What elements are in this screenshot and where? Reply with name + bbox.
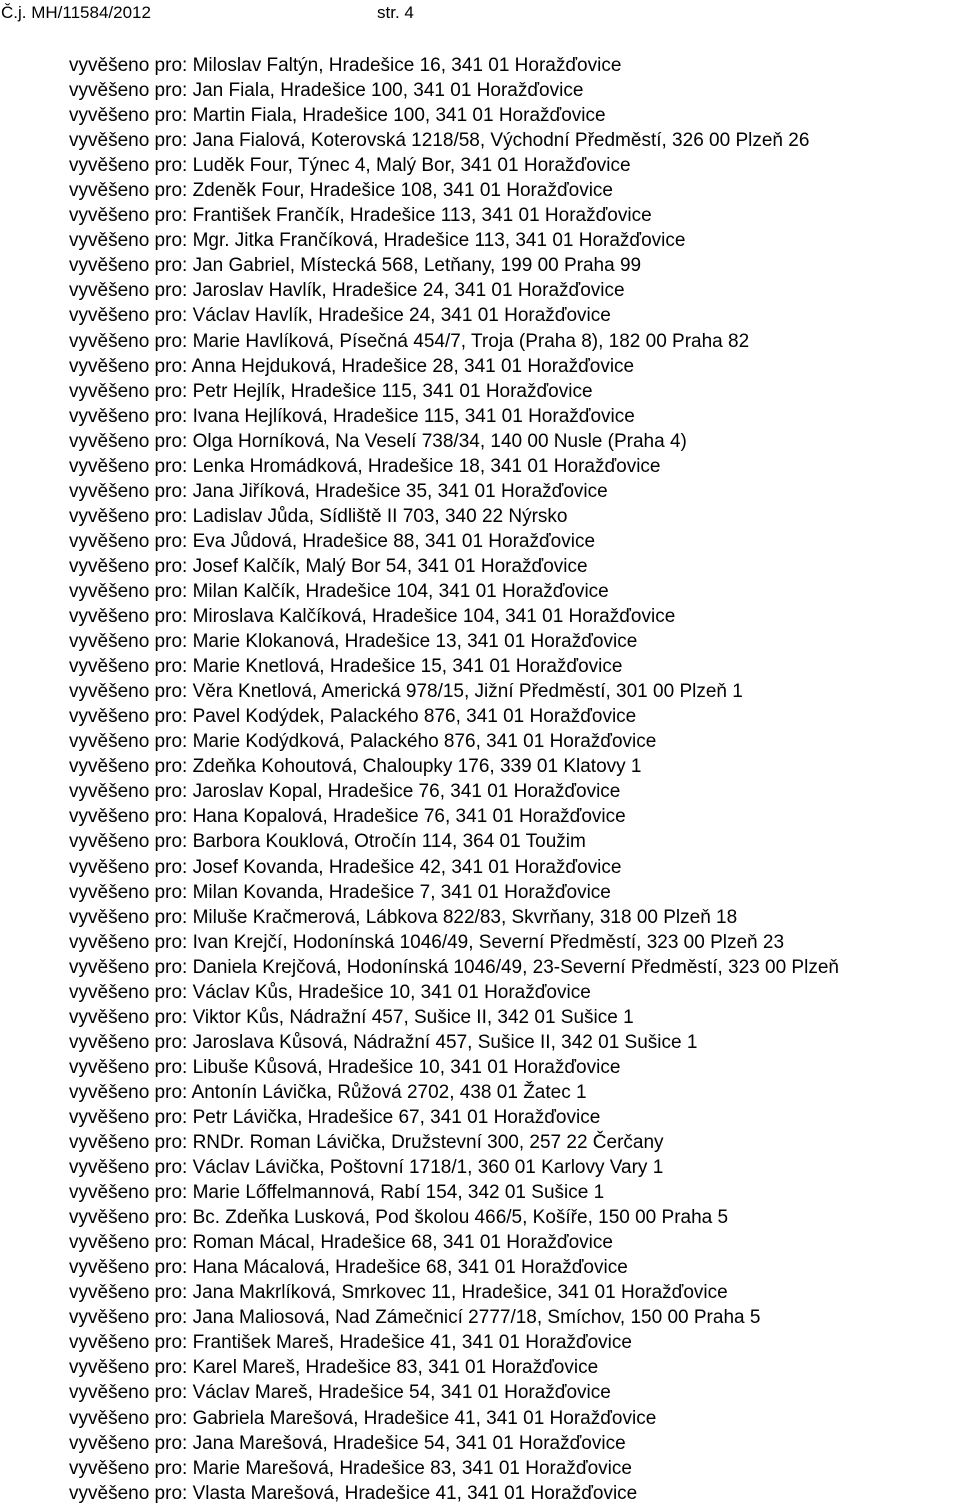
recipient-line: vyvěšeno pro: Anna Hejduková, Hradešice 28, 341 01 Horažďovice (69, 355, 635, 377)
recipient-line: vyvěšeno pro: Milan Kovanda, Hradešice 7, 341 01 Horažďovice (69, 881, 611, 903)
page-number: str. 4 (377, 3, 414, 22)
recipient-line: vyvěšeno pro: Miloslav Faltýn, Hradešice 16, 341 01 Horažďovice (69, 55, 622, 76)
recipient-line: vyvěšeno pro: Zdeněk Four, Hradešice 108, 341 01 Horažďovice (69, 180, 613, 202)
recipient-line: vyvěšeno pro: Jana Fialová, Koterovská 1218/58, Východní Předměstí, 326 00 Plzeň 26 (69, 130, 810, 152)
recipient-line: vyvěšeno pro: Jan Gabriel, Místecká 568, Letňany, 199 00 Praha 99 (69, 255, 642, 277)
recipient-line: vyvěšeno pro: Olga Horníková, Na Veselí 738/34, 140 00 Nusle (Praha 4) (69, 430, 687, 452)
recipient-line: vyvěšeno pro: Marie Knetlová, Hradešice 15, 341 01 Horažďovice (69, 656, 623, 678)
recipient-line: vyvěšeno pro: Ivana Hejlíková, Hradešice 115, 341 01 Horažďovice (69, 405, 635, 427)
recipient-line: vyvěšeno pro: Václav Lávička, Poštovní 1718/1, 360 01 Karlovy Vary 1 (69, 1157, 664, 1179)
recipient-line: vyvěšeno pro: Mgr. Jitka Frančíková, Hradešice 113, 341 01 Horažďovice (69, 230, 686, 252)
recipient-line: vyvěšeno pro: Hana Mácalová, Hradešice 68, 341 01 Horažďovice (69, 1257, 628, 1279)
recipient-line: vyvěšeno pro: Miroslava Kalčíková, Hradešice 104, 341 01 Horažďovice (69, 606, 676, 628)
recipient-line: vyvěšeno pro: Václav Mareš, Hradešice 54, 341 01 Horažďovice (69, 1382, 611, 1404)
recipient-line: vyvěšeno pro: Daniela Krejčová, Hodonínská 1046/49, 23-Severní Předměstí, 323 00 Plzeň (69, 956, 839, 978)
recipient-line: vyvěšeno pro: Gabriela Marešová, Hradešice 41, 341 01 Horažďovice (69, 1407, 657, 1429)
recipient-line: vyvěšeno pro: Marie Klokanová, Hradešice 13, 341 01 Horažďovice (69, 631, 638, 653)
recipient-line: vyvěšeno pro: Marie Havlíková, Písečná 454/7, Troja (Praha 8), 182 00 Praha 82 (69, 330, 750, 352)
recipient-line: vyvěšeno pro: Jan Fiala, Hradešice 100, 341 01 Horažďovice (69, 80, 584, 102)
recipient-line: vyvěšeno pro: Jaroslav Havlík, Hradešice 24, 341 01 Horažďovice (69, 280, 625, 302)
recipient-line: vyvěšeno pro: Libuše Kůsová, Hradešice 10, 341 01 Horažďovice (69, 1056, 621, 1078)
recipient-line: vyvěšeno pro: Marie Lőffelmannová, Rabí 154, 342 01 Sušice 1 (69, 1182, 605, 1204)
recipient-line: vyvěšeno pro: Roman Mácal, Hradešice 68, 341 01 Horažďovice (69, 1232, 613, 1254)
recipient-line: vyvěšeno pro: Jana Jiříková, Hradešice 35, 341 01 Horažďovice (69, 480, 608, 502)
recipient-line: vyvěšeno pro: Vlasta Marešová, Hradešice 41, 341 01 Horažďovice (69, 1482, 638, 1504)
recipient-line: vyvěšeno pro: Marie Kodýdková, Palackého 876, 341 01 Horažďovice (69, 731, 657, 753)
recipient-line: vyvěšeno pro: Jaroslava Kůsová, Nádražní 457, Sušice II, 342 01 Sušice 1 (69, 1031, 698, 1053)
recipient-line: vyvěšeno pro: Pavel Kodýdek, Palackého 876, 341 01 Horažďovice (69, 706, 637, 728)
recipient-line: vyvěšeno pro: Petr Lávička, Hradešice 67, 341 01 Horažďovice (69, 1106, 601, 1128)
recipient-line: vyvěšeno pro: Jana Maliosová, Nad Zámečnicí 2777/18, Smíchov, 150 00 Praha 5 (69, 1307, 761, 1329)
recipient-line: vyvěšeno pro: Ladislav Jůda, Sídliště II 703, 340 22 Nýrsko (69, 505, 568, 527)
recipient-line: vyvěšeno pro: RNDr. Roman Lávička, Družstevní 300, 257 22 Čerčany (69, 1132, 664, 1154)
recipient-line: vyvěšeno pro: Lenka Hromádková, Hradešice 18, 341 01 Horažďovice (69, 455, 661, 477)
recipient-line: vyvěšeno pro: Eva Jůdová, Hradešice 88, 341 01 Horažďovice (69, 530, 596, 552)
document-reference-number: Č.j. MH/11584/2012 (1, 3, 151, 22)
recipient-line: vyvěšeno pro: Barbora Kouklová, Otročín 114, 364 01 Toužim (69, 831, 586, 853)
recipient-line: vyvěšeno pro: Petr Hejlík, Hradešice 115, 341 01 Horažďovice (69, 380, 593, 402)
recipient-line: vyvěšeno pro: Jana Makrlíková, Smrkovec 11, Hradešice, 341 01 Horažďovice (69, 1282, 728, 1304)
recipient-line: vyvěšeno pro: Antonín Lávička, Růžová 2702, 438 01 Žatec 1 (69, 1081, 587, 1103)
recipient-line: vyvěšeno pro: Josef Kovanda, Hradešice 42, 341 01 Horažďovice (69, 856, 622, 878)
recipient-line: vyvěšeno pro: Jaroslav Kopal, Hradešice 76, 341 01 Horažďovice (69, 781, 621, 803)
recipient-line: vyvěšeno pro: Martin Fiala, Hradešice 100, 341 01 Horažďovice (69, 105, 606, 127)
recipient-line: vyvěšeno pro: Ivan Krejčí, Hodonínská 1046/49, Severní Předměstí, 323 00 Plzeň 23 (69, 931, 785, 953)
recipient-line: vyvěšeno pro: Miluše Kračmerová, Lábkova 822/83, Skvrňany, 318 00 Plzeň 18 (69, 906, 738, 928)
recipient-line: vyvěšeno pro: Václav Havlík, Hradešice 24, 341 01 Horažďovice (69, 305, 611, 327)
recipient-line: vyvěšeno pro: Luděk Four, Týnec 4, Malý Bor, 341 01 Horažďovice (69, 155, 631, 177)
recipient-line: vyvěšeno pro: Josef Kalčík, Malý Bor 54, 341 01 Horažďovice (69, 555, 588, 577)
recipient-list (69, 53, 960, 1506)
recipient-line: vyvěšeno pro: Hana Kopalová, Hradešice 76, 341 01 Horažďovice (69, 806, 626, 828)
recipient-line: vyvěšeno pro: Zdeňka Kohoutová, Chaloupky 176, 339 01 Klatovy 1 (69, 756, 642, 778)
recipient-line: vyvěšeno pro: František Mareš, Hradešice 41, 341 01 Horažďovice (69, 1332, 632, 1354)
page-header (0, 3, 960, 23)
recipient-line: vyvěšeno pro: Václav Kůs, Hradešice 10, 341 01 Horažďovice (69, 981, 591, 1003)
recipient-line: vyvěšeno pro: Viktor Kůs, Nádražní 457, Sušice II, 342 01 Sušice 1 (69, 1006, 634, 1028)
recipient-line: vyvěšeno pro: Věra Knetlová, Americká 978/15, Jižní Předměstí, 301 00 Plzeň 1 (69, 681, 743, 703)
recipient-line: vyvěšeno pro: František Frančík, Hradešice 113, 341 01 Horažďovice (69, 205, 652, 227)
recipient-line: vyvěšeno pro: Marie Marešová, Hradešice 83, 341 01 Horažďovice (69, 1457, 632, 1479)
recipient-line: vyvěšeno pro: Jana Marešová, Hradešice 54, 341 01 Horažďovice (69, 1432, 626, 1454)
recipient-line: vyvěšeno pro: Bc. Zdeňka Lusková, Pod školou 466/5, Košíře, 150 00 Praha 5 (69, 1207, 729, 1229)
recipient-line: vyvěšeno pro: Karel Mareš, Hradešice 83, 341 01 Horažďovice (69, 1357, 599, 1379)
recipient-line: vyvěšeno pro: Milan Kalčík, Hradešice 104, 341 01 Horažďovice (69, 580, 609, 602)
